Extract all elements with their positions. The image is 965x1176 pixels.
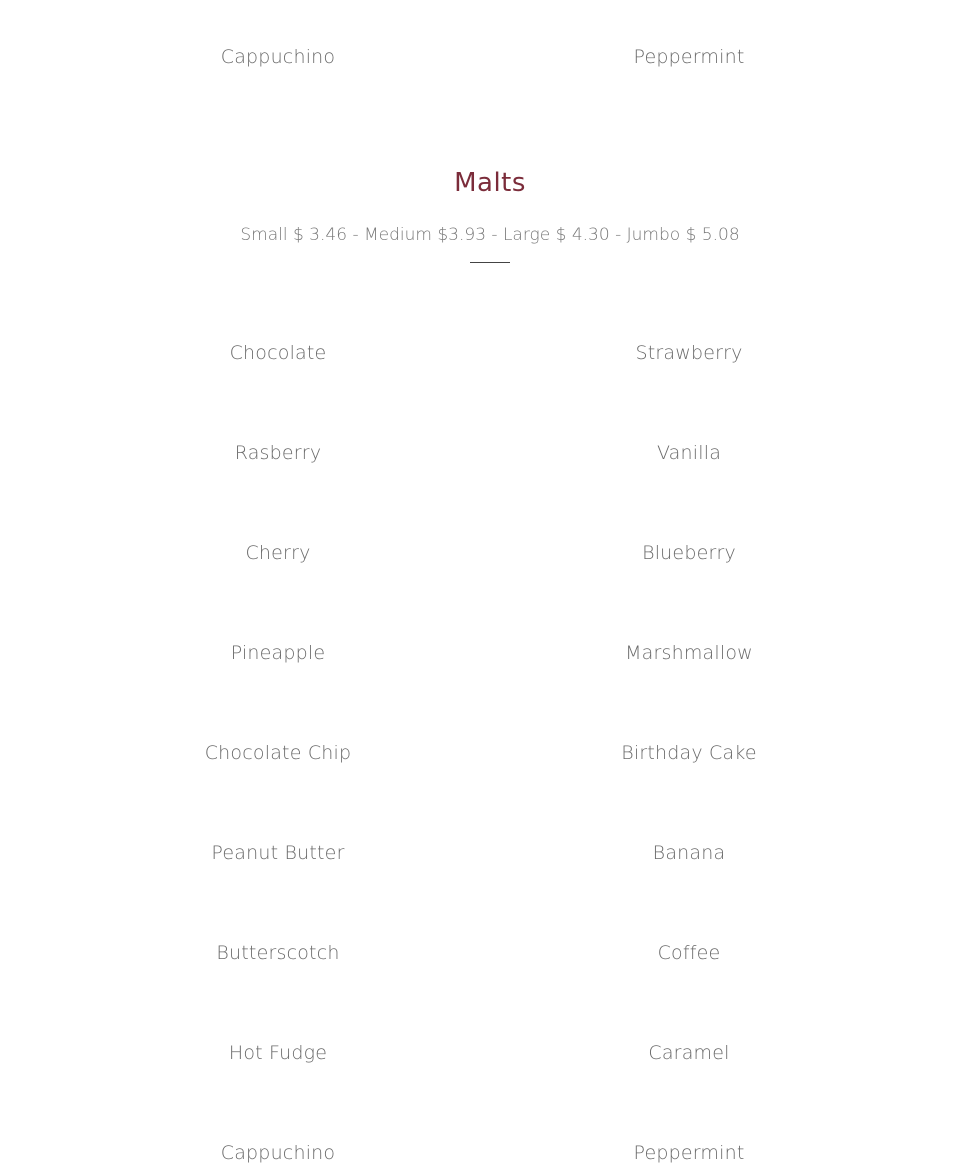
- menu-row-previous: [0, 37, 965, 77]
- flavor-item: Peppermint: [633, 46, 745, 68]
- flavor-item: Caramel: [648, 1042, 730, 1064]
- flavor-item: Cappuchino: [220, 46, 336, 68]
- flavor-item: Blueberry: [642, 542, 736, 564]
- flavor-item: Coffee: [657, 942, 721, 964]
- menu-row: [0, 533, 965, 573]
- flavor-item: Vanilla: [656, 442, 722, 464]
- flavor-item: Birthday Cake: [621, 742, 757, 764]
- menu-row: [0, 1033, 965, 1073]
- section-divider: [470, 262, 510, 263]
- menu-row: [0, 433, 965, 473]
- flavor-item: Pineapple: [230, 642, 326, 664]
- section-prices: Small $ 3.46 - Medium $3.93 - Large $ 4.30 - Jumbo $ 5.08: [240, 225, 740, 245]
- menu-row: [0, 833, 965, 873]
- flavor-item: Strawberry: [635, 342, 743, 364]
- flavor-item: Cappuchino: [220, 1142, 336, 1164]
- menu-row: [0, 633, 965, 673]
- flavor-item: Butterscotch: [216, 942, 340, 964]
- menu-row: [0, 333, 965, 373]
- flavor-item: Hot Fudge: [228, 1042, 328, 1064]
- flavor-item: Rasberry: [234, 442, 322, 464]
- menu-row: [0, 733, 965, 773]
- flavor-item: Peppermint: [633, 1142, 745, 1164]
- menu-row: [0, 933, 965, 973]
- section-title: Malts: [454, 168, 526, 198]
- flavor-item: Marshmallow: [625, 642, 753, 664]
- flavor-item: Chocolate: [229, 342, 327, 364]
- flavor-item: Banana: [652, 842, 726, 864]
- flavor-item: Chocolate Chip: [204, 742, 352, 764]
- flavor-item: Peanut Butter: [211, 842, 345, 864]
- menu-row: [0, 1133, 965, 1173]
- flavor-item: Cherry: [245, 542, 311, 564]
